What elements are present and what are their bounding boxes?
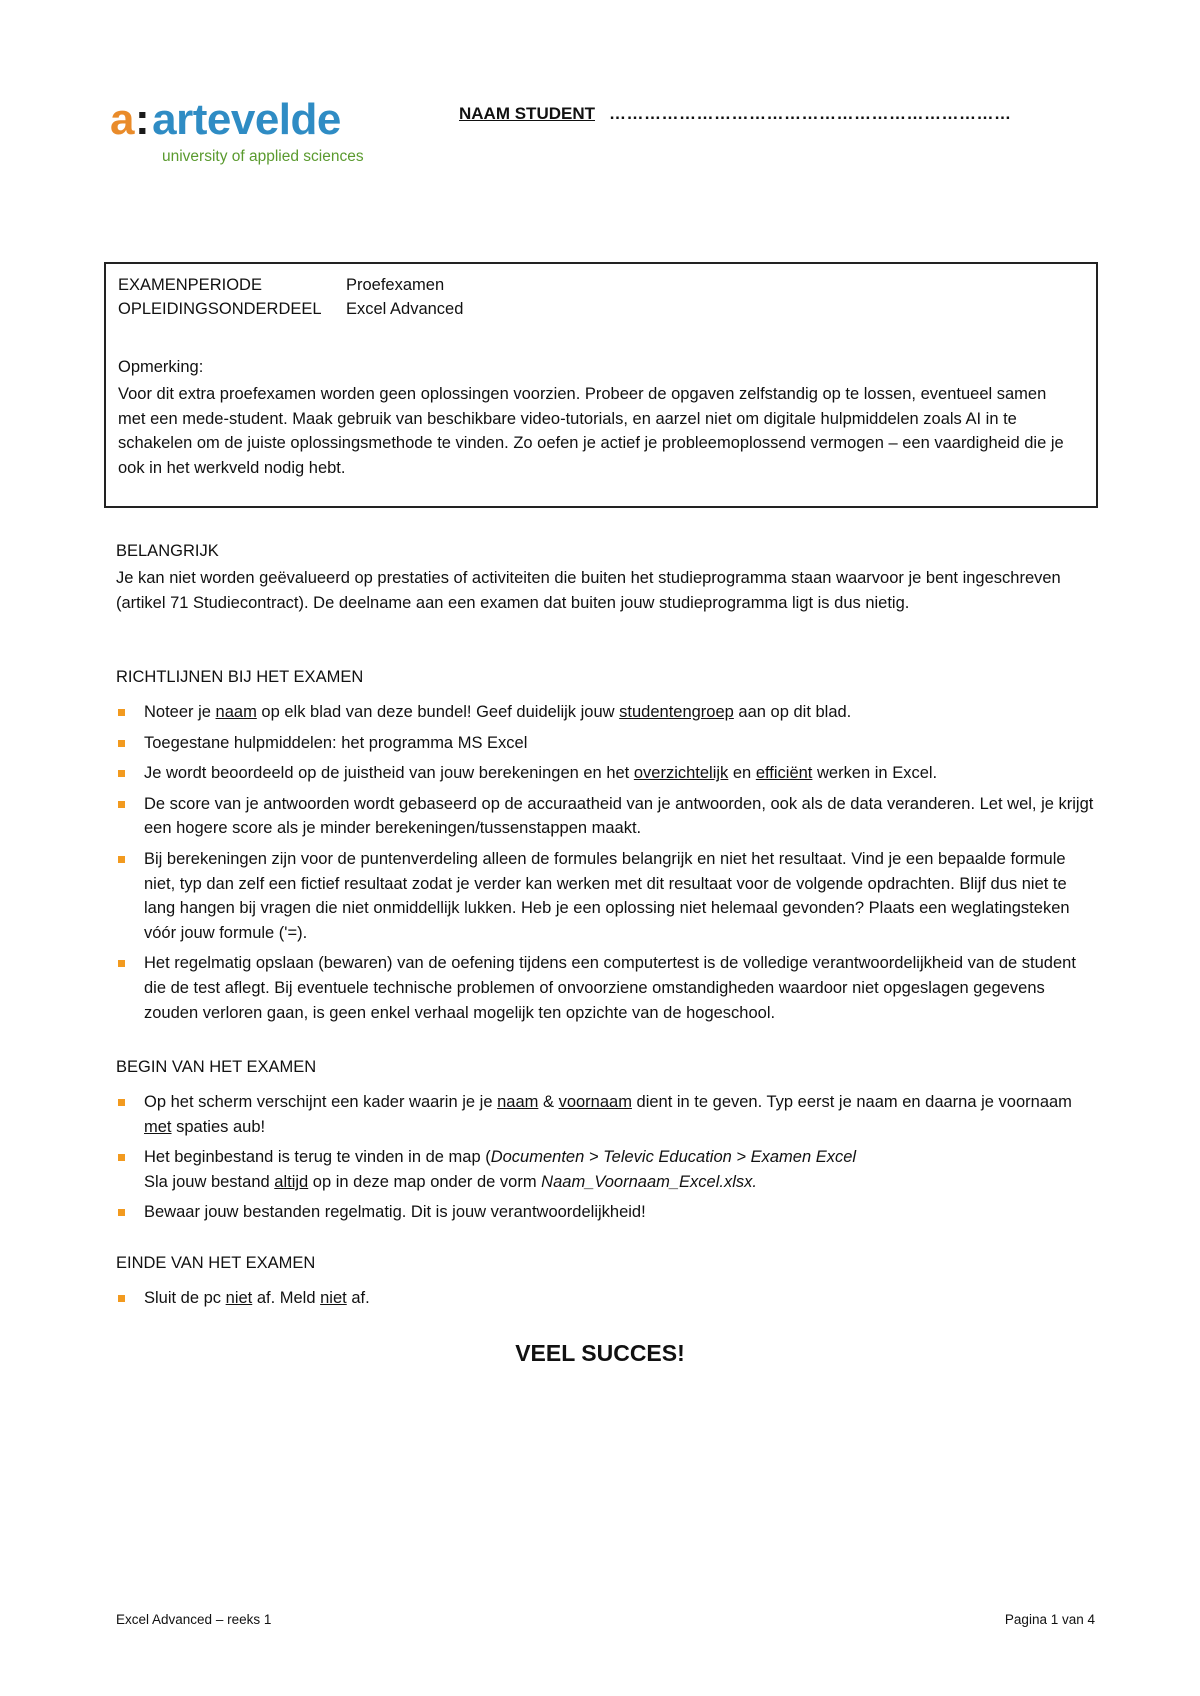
- list-item: De score van je antwoorden wordt gebaseerd op de accuraatheid van je antwoorden, ook als de data veranderen. Let wel, je krijgt een hogere score als je minder berekeningen/tussenstappen maakt.: [116, 792, 1096, 841]
- artevelde-logo: [110, 95, 370, 174]
- student-name-dots: ……………………………………………………………: [609, 104, 1012, 123]
- important-heading: BELANGRIJK: [116, 542, 219, 560]
- list-item: Het regelmatig opslaan (bewaren) van de oefening tijdens een computertest is de volledige verantwoordelijkheid van de student die de test aflegt. Bij eventuele technische problemen of onvoorziene omstandigheden waardoor niet opgeslagen gegevens zouden verloren gaan, is geen enkel verhaal mogelijk ten opzichte van de hogeschool.: [116, 951, 1096, 1025]
- list-item: Sluit de pc niet af. Meld niet af.: [116, 1286, 1096, 1311]
- begin-heading: BEGIN VAN HET EXAMEN: [116, 1058, 317, 1076]
- exam-period-row: EXAMENPERIODE Proefexamen: [118, 276, 445, 294]
- note-text: Voor dit extra proefexamen worden geen oplossingen voorzien. Probeer de opgaven zelfstandig op te lossen, eventueel samen met een mede-student. Maak gebruik van beschikbare video-tutorials, en aarzel niet om digitale hulpmiddelen zoals AI in te schakelen om de juiste oplossingsmethode te vinden. Zo oefen je actief je probleemoplossend vermogen – een vaardigheid die je ook in het werkveld nodig hebt.: [118, 385, 1064, 477]
- student-name-label: NAAM STUDENT: [459, 104, 595, 123]
- list-item: Op het scherm verschijnt een kader waarin je je naam & voornaam dient in te geven. Typ eerst je naam en daarna je voornaam met spaties aub!: [116, 1090, 1096, 1139]
- list-item: Het beginbestand is terug te vinden in de map (Documenten > Televic Education > Examen Excel Sla jouw bestand altijd op in deze map onder de vorm Naam_Voornaam_Excel.xlsx.: [116, 1145, 1096, 1194]
- begin-list: [116, 1090, 1096, 1231]
- list-item: Toegestane hulpmiddelen: het programma MS Excel: [116, 731, 1096, 756]
- logo-wordmark: a:artevelde: [110, 95, 341, 144]
- guidelines-heading: RICHTLIJNEN BIJ HET EXAMEN: [116, 668, 364, 686]
- list-item: Noteer je naam op elk blad van deze bundel! Geef duidelijk jouw studentengroep aan op dit blad.: [116, 700, 1096, 725]
- course-row: OPLEIDINGSONDERDEEL Excel Advanced: [118, 300, 464, 318]
- exam-info-box: [104, 262, 1098, 508]
- student-name-line: [459, 104, 1012, 124]
- guidelines-list: [116, 700, 1096, 1031]
- list-item: Je wordt beoordeeld op de juistheid van jouw berekeningen en het overzichtelijk en efficiënt werken in Excel.: [116, 761, 1096, 786]
- footer-left: Excel Advanced – reeks 1: [116, 1612, 272, 1627]
- note-title: Opmerking:: [118, 358, 204, 376]
- end-heading: EINDE VAN HET EXAMEN: [116, 1254, 316, 1272]
- list-item: Bewaar jouw bestanden regelmatig. Dit is jouw verantwoordelijkheid!: [116, 1200, 1096, 1225]
- success-message: VEEL SUCCES!: [515, 1340, 685, 1366]
- footer-page-number: Pagina 1 van 4: [1004, 1612, 1095, 1627]
- important-text: Je kan niet worden geëvalueerd op prestaties of activiteiten die buiten het studieprogramma staan waarvoor je bent ingeschreven (artikel 71 Studiecontract). De deelname aan een examen dat buiten jouw studieprogramma ligt is dus nietig.: [116, 569, 1061, 612]
- end-list: [116, 1286, 1096, 1317]
- logo-subtitle: university of applied sciences: [162, 148, 364, 165]
- list-item: Bij berekeningen zijn voor de puntenverdeling alleen de formules belangrijk en niet het resultaat. Vind je een bepaalde formule niet, typ dan zelf een fictief resultaat zodat je verder kan werken met dit resultaat voor de volgende opdrachten. Blijf dus niet te lang hangen bij vragen die niet onmiddellijk lukken. Heb je een oplossing niet helemaal gevonden? Plaats een weglatingsteken vóór jouw formule ('=).: [116, 847, 1096, 945]
